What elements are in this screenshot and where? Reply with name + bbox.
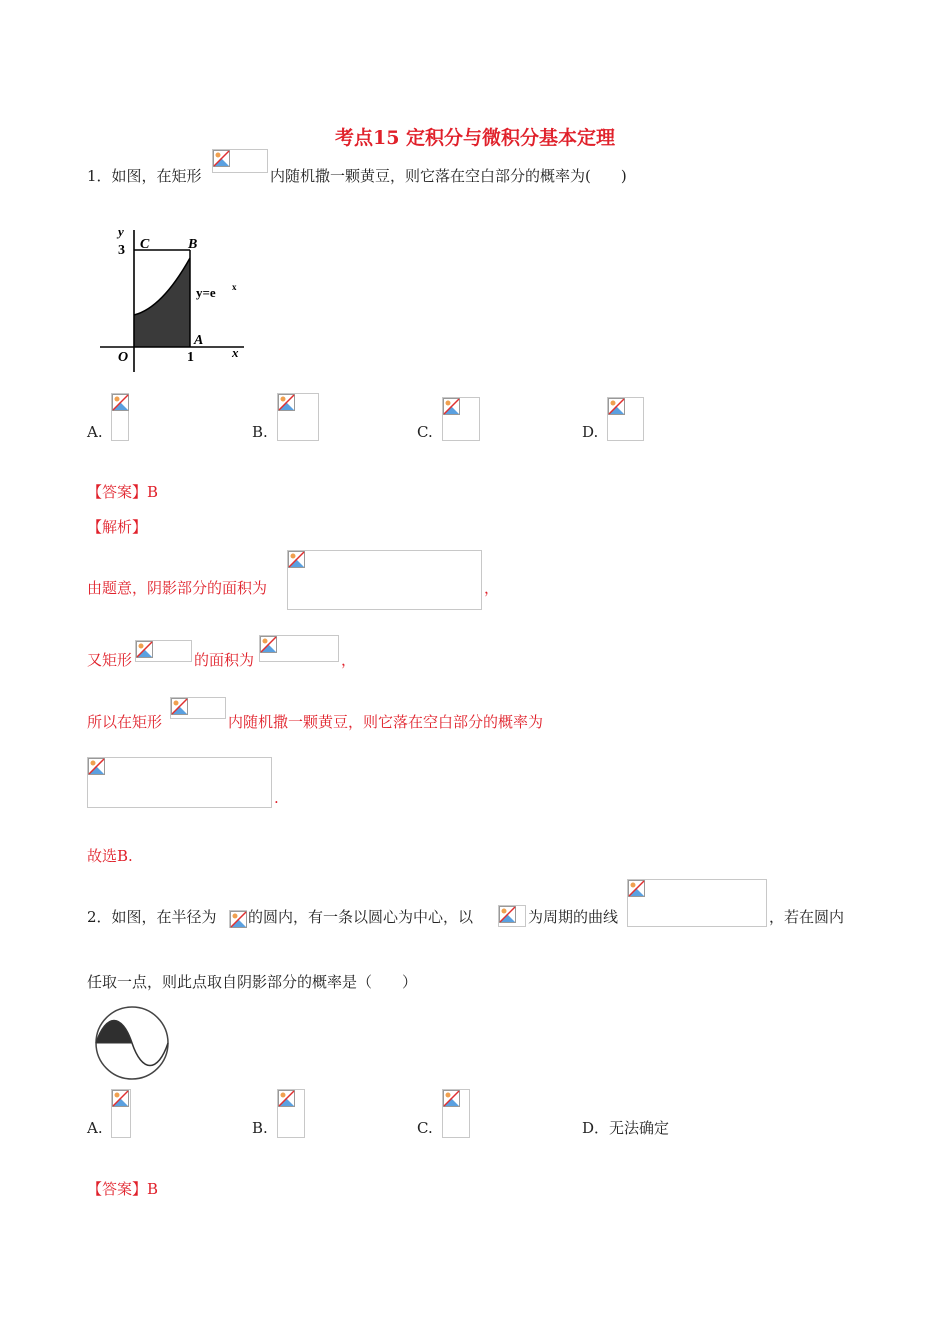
point-a-label: A xyxy=(194,333,204,348)
q1-analysis-line2-start: 又矩形 xyxy=(87,651,133,669)
q1-text-end: 内随机撒一颗黄豆，则它落在空白部分的概率为( ) xyxy=(270,167,627,185)
q1-analysis-line3-end: 内随机撒一颗黄豆，则它落在空白部分的概率为 xyxy=(228,713,544,731)
q1-graph-figure xyxy=(92,220,252,380)
q1-option-c-image xyxy=(442,397,480,441)
q1-analysis-line1-comma: ， xyxy=(484,579,500,597)
q2-option-d: D．无法确定 xyxy=(582,1119,670,1137)
q1-analysis-line2-mid: 的面积为 xyxy=(194,651,255,669)
q2-option-c-image xyxy=(442,1089,470,1138)
q2-option-b-label: B. xyxy=(252,1119,268,1137)
x-axis-label: x xyxy=(232,345,239,360)
q2-option-a-label: A. xyxy=(87,1119,103,1137)
q2-option-b-image xyxy=(277,1089,305,1138)
y-tick-label: 3 xyxy=(118,243,125,258)
q1-rect-name-image xyxy=(135,640,192,662)
q2-text-line2: 任取一点，则此点取自阴影部分的概率是（ ） xyxy=(87,973,418,991)
q2-text-end: ，若在圆内 xyxy=(769,908,845,926)
q1-text-start: 1．如图，在矩形 xyxy=(87,167,202,185)
x-tick-label: 1 xyxy=(187,350,194,365)
q1-option-b-image xyxy=(277,393,319,441)
q1-option-c-label: C. xyxy=(417,423,433,441)
page-title: 考点15 定积分与微积分基本定理 xyxy=(334,127,616,149)
q1-option-d-label: D. xyxy=(582,423,599,441)
q1-analysis-line2-comma: ， xyxy=(341,651,357,669)
q2-option-c-label: C. xyxy=(417,1119,433,1137)
q2-text-mid2: 为周期的曲线 xyxy=(528,908,619,926)
q1-option-d-image xyxy=(607,397,644,441)
q1-analysis-line1: 由题意，阴影部分的面积为 xyxy=(87,579,268,597)
q2-answer: 【答案】B xyxy=(87,1180,159,1198)
q1-rect-name-image-2 xyxy=(170,697,226,719)
q1-conclusion: 故选B. xyxy=(87,847,133,865)
y-axis-label: y xyxy=(118,224,124,239)
q2-curve-formula-image xyxy=(627,879,767,927)
q1-shaded-area-formula-image xyxy=(287,550,482,610)
q2-period-image xyxy=(498,905,526,927)
q1-option-b-label: B. xyxy=(252,423,268,441)
q1-answer-bracket: 【答案】B xyxy=(87,483,159,501)
q1-option-a-label: A. xyxy=(87,423,103,441)
q1-option-a-image xyxy=(111,393,129,441)
q2-text-mid1: 的圆内，有一条以圆心为中心，以 xyxy=(248,908,474,926)
q2-text-start: 2．如图，在半径为 xyxy=(87,908,217,926)
q1-rect-area-image xyxy=(259,635,339,662)
q1-analysis-line3-start: 所以在矩形 xyxy=(87,713,163,731)
q1-analysis-line4-period: . xyxy=(274,789,279,807)
q2-radius-image xyxy=(229,910,247,928)
q2-option-a-image xyxy=(111,1089,131,1138)
point-b-label: B xyxy=(188,237,198,252)
q2-circle-figure xyxy=(88,1005,178,1085)
point-c-label: C xyxy=(140,237,150,252)
curve-label-exponent: x xyxy=(232,282,237,292)
q1-analysis-label: 【解析】 xyxy=(87,518,148,536)
q1-probability-formula-image xyxy=(87,757,272,808)
q1-inline-formula-image xyxy=(212,149,268,173)
curve-label: y=e xyxy=(196,285,216,300)
q1-answer xyxy=(87,482,158,502)
origin-label: O xyxy=(118,350,129,365)
